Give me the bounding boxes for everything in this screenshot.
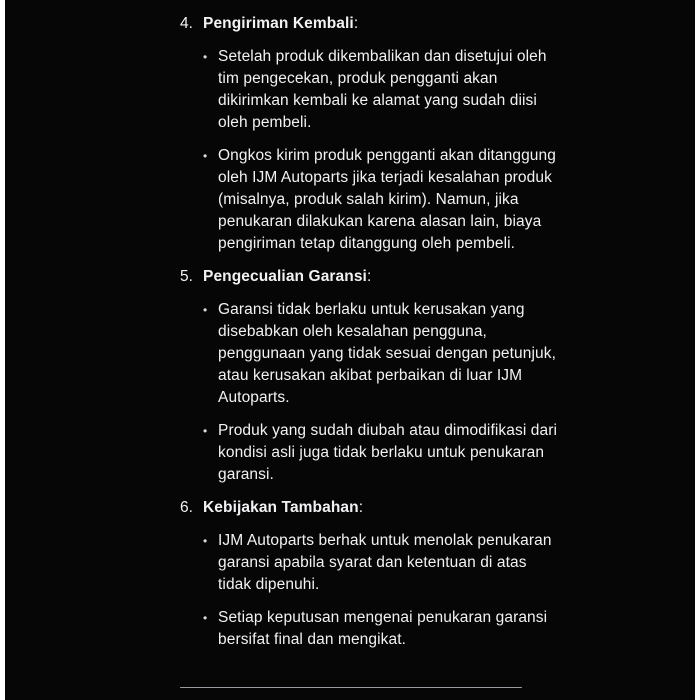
list-item-text: Setelah produk dikembalikan dan disetujui oleh tim pengecekan, produk pengganti akan dikirimkan kembali ke alamat yang sudah diisi oleh pembeli. bbox=[218, 48, 547, 131]
policy-text-block bbox=[180, 13, 562, 662]
policy-section-6 bbox=[180, 497, 562, 651]
bullet-icon: • bbox=[203, 611, 208, 625]
list-item-text: IJM Autoparts berhak untuk menolak penukaran garansi apabila syarat dan ketentuan di atas tidak dipenuhi. bbox=[218, 532, 552, 593]
list-item bbox=[180, 607, 562, 651]
policy-section-4 bbox=[180, 13, 562, 255]
section-heading-text bbox=[203, 266, 371, 288]
section-heading-text bbox=[203, 13, 358, 35]
list-item-text: Setiap keputusan mengenai penukaran garansi bersifat final dan mengikat. bbox=[218, 609, 548, 648]
bullet-icon: • bbox=[203, 303, 208, 317]
section-number: 6. bbox=[180, 499, 193, 516]
section-heading bbox=[180, 13, 562, 35]
section-heading bbox=[180, 497, 562, 519]
list-item bbox=[180, 530, 562, 596]
bullet-icon: • bbox=[203, 149, 208, 163]
section-title: Kebijakan Tambahan bbox=[203, 499, 359, 516]
list-item bbox=[180, 420, 562, 486]
policy-screen bbox=[5, 0, 695, 700]
section-heading-text bbox=[203, 497, 363, 519]
section-title-suffix: : bbox=[358, 499, 364, 516]
bottom-divider bbox=[180, 687, 522, 689]
list-item bbox=[180, 299, 562, 409]
bullet-icon: • bbox=[203, 50, 208, 64]
list-item-text: Garansi tidak berlaku untuk kerusakan yang disebabkan oleh kesalahan pengguna, penggunaan yang tidak sesuai dengan petunjuk, atau kerusakan akibat perbaikan di luar IJM Autoparts. bbox=[218, 301, 557, 406]
list-item-text: Ongkos kirim produk pengganti akan ditanggung oleh IJM Autoparts jika terjadi kesalahan produk (misalnya, produk salah kirim). Namun, jika penukaran dilakukan karena alasan lain, biaya pengiriman tetap ditanggung oleh pembeli. bbox=[218, 147, 556, 252]
section-number: 4. bbox=[180, 15, 193, 32]
section-title: Pengecualian Garansi bbox=[203, 268, 367, 285]
policy-section-5 bbox=[180, 266, 562, 486]
section-heading bbox=[180, 266, 562, 288]
section-title-suffix: : bbox=[353, 15, 359, 32]
section-title-suffix: : bbox=[366, 268, 372, 285]
section-title: Pengiriman Kembali bbox=[203, 15, 354, 32]
section-number: 5. bbox=[180, 268, 193, 285]
bullet-icon: • bbox=[203, 534, 208, 548]
list-item bbox=[180, 46, 562, 134]
list-item-text: Produk yang sudah diubah atau dimodifikasi dari kondisi asli juga tidak berlaku untuk penukaran garansi. bbox=[218, 422, 558, 483]
list-item bbox=[180, 145, 562, 255]
bullet-icon: • bbox=[203, 424, 208, 438]
